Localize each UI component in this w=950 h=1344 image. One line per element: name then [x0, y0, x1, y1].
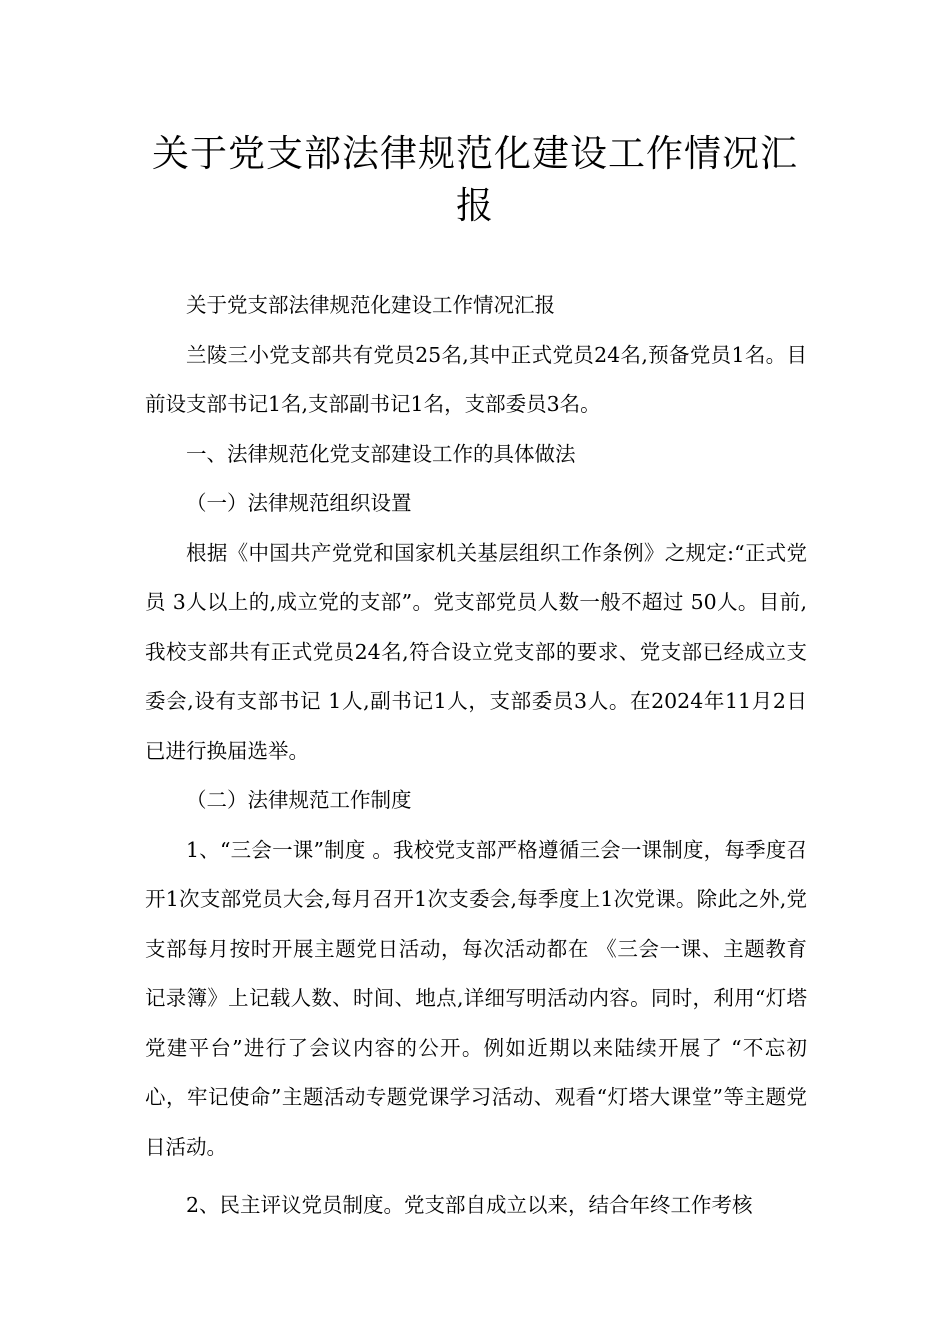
subsection-heading-1: （一）法律规范组织设置	[186, 491, 412, 515]
subsection-heading-2: （二）法律规范工作制度	[186, 788, 412, 812]
document-title: 关于党支部法律规范化建设工作情况汇报	[152, 132, 798, 227]
paragraph-subtitle: 关于党支部法律规范化建设工作情况汇报	[186, 293, 555, 317]
paragraph-three-meetings: 1、“三会一课”制度 。我校党支部严格遵循三会一课制度，每季度召开1次支部党员大会,每月召开1次支委会,每季度上1次党课。除此之外,党支部每月按时开展主题党日活动，每次活动都在 《三会一课、主题教育记录簿》上记载人数、时间、地点,详细写明活动内容。同时，利用“灯塔党建平台”进行了会议内容的公开。例如近期以来陆续开展了 “不忘初心，牢记使命”主题活动专题党课学习活动、观看“灯塔大课堂”等主题党日活动。	[145, 837, 807, 1159]
section-heading-1: 一、法律规范化党支部建设工作的具体做法	[186, 441, 576, 466]
paragraph-democratic-evaluation: 2、民主评议党员制度。党支部自成立以来，结合年终工作考核	[186, 1193, 753, 1217]
paragraph-membership: 兰陵三小党支部共有党员25名,其中正式党员24名,预备党员1名。目前设支部书记1名,支部副书记1名，支部委员3名。	[145, 342, 807, 416]
document-body	[145, 281, 807, 1231]
paragraph-organization: 根据《中国共产党党和国家机关基层组织工作条例》之规定:“正式党员 3人以上的,成立党的支部”。党支部党员人数一般不超过 50人。目前,我校支部共有正式党员24名,符合设立党支部的要求、党支部已经成立支委会,设有支部书记 1人,副书记1人，支部委员3人。在2024年11月2日已进行换届选举。	[145, 540, 807, 763]
